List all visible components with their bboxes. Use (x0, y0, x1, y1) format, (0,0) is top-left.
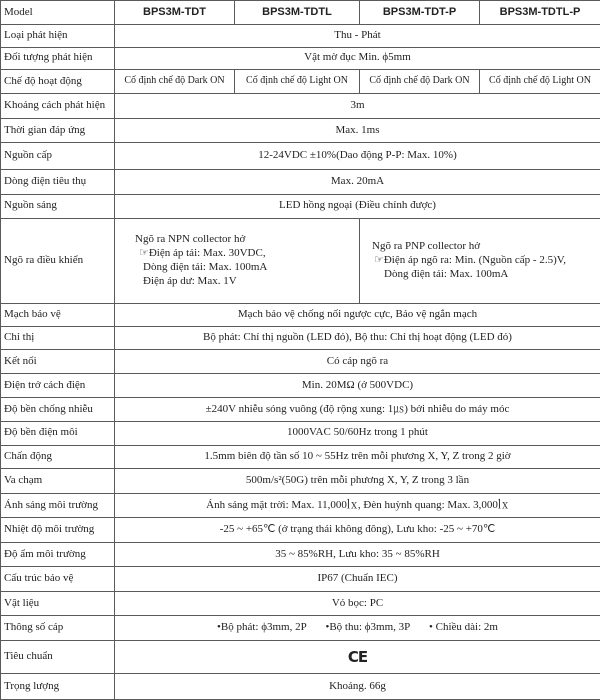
row-protection-circuit (1, 303, 600, 326)
row-shock (1, 469, 600, 493)
row-sensing-distance (1, 94, 600, 118)
row-value: Có cáp ngõ ra (115, 350, 600, 373)
row-value: Vỏ bọc: PC (115, 591, 600, 615)
npn-output-title: Ngõ ra NPN collector hở (135, 233, 246, 246)
npn-output-cell (115, 219, 360, 304)
row-value: Vật mờ đục Min. ϕ5mm (115, 47, 600, 69)
row-value: Khoảng. 66g (115, 674, 600, 700)
row-label: Tiêu chuẩn (1, 640, 115, 673)
row-value: Mạch bảo vệ chống nối ngược cực, Bảo vệ ngắn mạch (115, 303, 600, 326)
row-response-time (1, 118, 600, 142)
cable-length: • Chiều dài: 2m (429, 621, 498, 634)
row-value: 1.5mm biên độ tần số 10 ~ 55Hz trên mỗi phương X, Y, Z trong 2 giờ (115, 446, 600, 469)
row-dielectric-strength (1, 421, 600, 445)
row-label: Nguồn sáng (1, 194, 115, 218)
row-label: Độ ẩm môi trường (1, 542, 115, 566)
cable-receiver: •Bộ thu: ϕ3mm, 3P (325, 621, 411, 634)
npn-output-line: Dòng điện tải: Max. 100mA (143, 260, 268, 273)
model-name: BPS3M-TDT-P (360, 1, 480, 25)
row-label: Loại phát hiện (1, 25, 115, 47)
row-label: Điện trở cách điện (1, 373, 115, 397)
row-control-output (1, 219, 600, 304)
cable-spec-cell (115, 616, 600, 640)
row-value: Bộ phát: Chỉ thị nguồn (LED đỏ), Bộ thu: Chỉ thị hoạt động (LED đỏ) (115, 327, 600, 350)
row-value: Min. 20MΩ (ở 500VDC) (115, 373, 600, 397)
approval-cell (115, 640, 600, 673)
row-power-supply (1, 143, 600, 170)
row-ambient-humidity (1, 542, 600, 566)
row-value: IP67 (Chuẩn IEC) (115, 567, 600, 591)
row-label: Khoảng cách phát hiện (1, 94, 115, 118)
row-label: Va chạm (1, 469, 115, 493)
pnp-output-title: Ngõ ra PNP collector hở (372, 240, 481, 253)
row-sensing-type (1, 25, 600, 47)
row-label: Chỉ thị (1, 327, 115, 350)
row-approval (1, 640, 600, 673)
model-label: Model (1, 1, 115, 25)
row-current-consumption (1, 170, 600, 194)
row-label: Trọng lượng (1, 674, 115, 700)
row-insulation-resistance (1, 373, 600, 397)
row-ambient-illumination (1, 493, 600, 517)
model-name: BPS3M-TDT (115, 1, 235, 25)
row-noise-immunity (1, 398, 600, 421)
cable-emitter: •Bộ phát: ϕ3mm, 2P (217, 621, 307, 634)
row-label: Nhiệt độ môi trường (1, 518, 115, 542)
row-weight (1, 674, 600, 700)
row-label: Nguồn cấp (1, 143, 115, 170)
row-value: 35 ~ 85%RH, Lưu kho: 35 ~ 85%RH (115, 542, 600, 566)
row-label: Ánh sáng môi trường (1, 493, 115, 517)
pnp-output-cell (360, 219, 600, 304)
row-label: Đối tượng phát hiện (1, 47, 115, 69)
operation-mode-value: Cố định chế độ Light ON (480, 69, 600, 93)
row-cable (1, 616, 600, 640)
row-label: Độ bền chống nhiễu (1, 398, 115, 421)
model-name: BPS3M-TDTL (235, 1, 360, 25)
npn-output-line: Điện áp dư: Max. 1V (143, 274, 237, 287)
row-label: Chấn động (1, 446, 115, 469)
row-value: ±240V nhiễu sóng vuông (độ rộng xung: 1㎲) bởi nhiễu do máy móc (115, 398, 600, 421)
pnp-output-line: ☞Điện áp ngõ ra: Min. (Nguồn cấp - 2.5)V, (374, 254, 567, 267)
row-value: Max. 1ms (115, 118, 600, 142)
row-connection (1, 350, 600, 373)
row-label: Ngõ ra điều khiển (1, 219, 115, 304)
row-value: 3m (115, 94, 600, 118)
operation-mode-value: Cố định chế độ Dark ON (115, 69, 235, 93)
row-ambient-temperature (1, 518, 600, 542)
pnp-output-line: Dòng điện tải: Max. 100mA (384, 267, 509, 280)
row-material (1, 591, 600, 615)
row-label: Kết nối (1, 350, 115, 373)
row-label: Chế độ hoạt động (1, 69, 115, 93)
row-value: 1000VAC 50/60Hz trong 1 phút (115, 421, 600, 445)
operation-mode-value: Cố định chế độ Dark ON (360, 69, 480, 93)
row-value: 500m/s²(50G) trên mỗi phương X, Y, Z trong 3 lần (115, 469, 600, 493)
row-label: Thông số cáp (1, 616, 115, 640)
row-value: Max. 20mA (115, 170, 600, 194)
header-row (1, 1, 600, 25)
row-indicator (1, 327, 600, 350)
row-value: LED hồng ngoại (Điều chỉnh được) (115, 194, 600, 218)
row-label: Cấu trúc bảo vệ (1, 567, 115, 591)
operation-mode-value: Cố định chế độ Light ON (235, 69, 360, 93)
model-name: BPS3M-TDTL-P (480, 1, 600, 25)
row-label: Vật liệu (1, 591, 115, 615)
ce-mark-icon: CE (347, 647, 368, 666)
row-label: Độ bền điện môi (1, 421, 115, 445)
row-sensing-target (1, 47, 600, 69)
row-value: Thu - Phát (115, 25, 600, 47)
row-value: -25 ~ +65℃ (ở trạng thái không đông), Lưu kho: -25 ~ +70℃ (115, 518, 600, 542)
row-value: 12-24VDC ±10%(Dao động P-P: Max. 10%) (115, 143, 600, 170)
row-label: Dòng điện tiêu thụ (1, 170, 115, 194)
row-light-source (1, 194, 600, 218)
row-protection-structure (1, 567, 600, 591)
row-vibration (1, 446, 600, 469)
npn-output-line: ☞Điện áp tải: Max. 30VDC, (139, 247, 266, 260)
row-operation-mode (1, 69, 600, 93)
row-label: Thời gian đáp ứng (1, 118, 115, 142)
row-value: Ánh sáng mặt trời: Max. 11,000㏓, Đèn huỳnh quang: Max. 3,000㏓ (115, 493, 600, 517)
row-label: Mạch bảo vệ (1, 303, 115, 326)
